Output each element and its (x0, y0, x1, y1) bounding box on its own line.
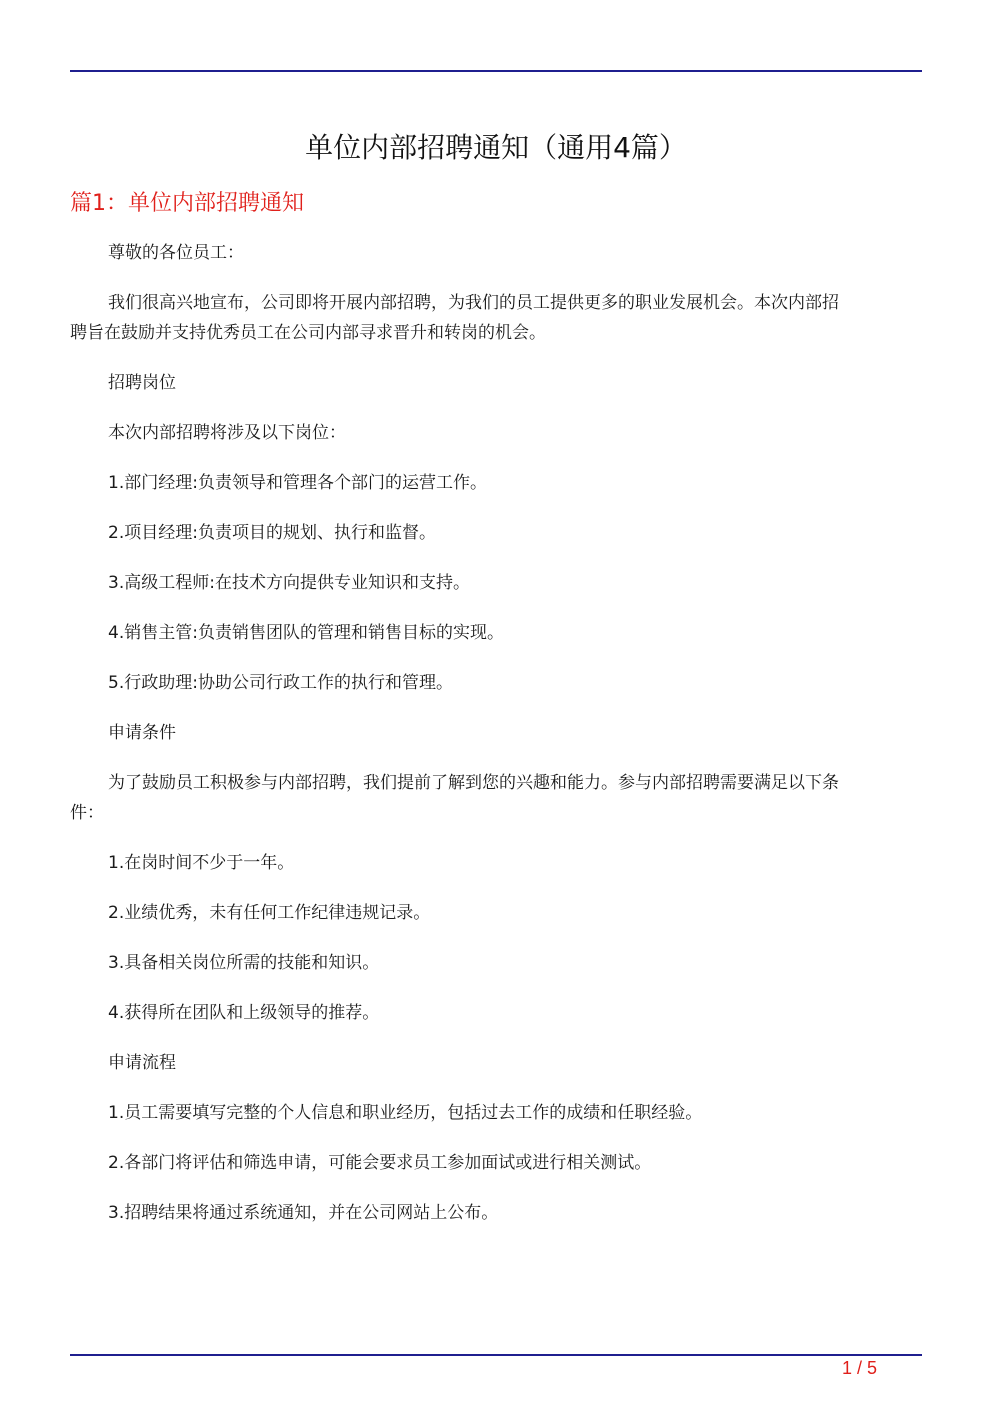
header-rule (70, 70, 922, 72)
requirements-intro: 为了鼓励员工积极参与内部招聘，我们提前了解到您的兴趣和能力。参与内部招聘需要满足以下条件： (70, 773, 839, 823)
requirement-item: 2.业绩优秀，未有任何工作纪律违规记录。 (108, 903, 431, 923)
section-heading: 篇1：单位内部招聘通知 (70, 191, 304, 216)
greeting: 尊敬的各位员工： (108, 243, 244, 263)
intro-paragraph: 我们很高兴地宣布，公司即将开展内部招聘，为我们的员工提供更多的职业发展机会。本次内部招聘旨在鼓励并支持优秀员工在公司内部寻求晋升和转岗的机会。 (70, 293, 839, 343)
position-item: 4.销售主管:负责销售团队的管理和销售目标的实现。 (108, 623, 504, 643)
requirement-item: 4.获得所在团队和上级领导的推荐。 (108, 1003, 380, 1023)
subheading-requirements: 申请条件 (108, 723, 176, 743)
process-item: 3.招聘结果将通过系统通知，并在公司网站上公布。 (108, 1203, 499, 1223)
requirement-item: 3.具备相关岗位所需的技能和知识。 (108, 953, 380, 973)
subheading-positions: 招聘岗位 (108, 373, 176, 393)
document-title: 单位内部招聘通知（通用4篇） (305, 131, 687, 164)
process-item: 1.员工需要填写完整的个人信息和职业经历，包括过去工作的成绩和任职经验。 (108, 1103, 703, 1123)
requirement-item: 1.在岗时间不少于一年。 (108, 853, 295, 873)
position-item: 1.部门经理:负责领导和管理各个部门的运营工作。 (108, 473, 487, 493)
positions-intro: 本次内部招聘将涉及以下岗位： (108, 423, 346, 443)
position-item: 2.项目经理:负责项目的规划、执行和监督。 (108, 523, 436, 543)
position-item: 5.行政助理:协助公司行政工作的执行和管理。 (108, 673, 453, 693)
document-body (70, 238, 840, 1248)
footer-rule (70, 1354, 922, 1356)
process-item: 2.各部门将评估和筛选申请，可能会要求员工参加面试或进行相关测试。 (108, 1153, 652, 1173)
page-number: 1 / 5 (841, 1358, 877, 1378)
position-item: 3.高级工程师:在技术方向提供专业知识和支持。 (108, 573, 470, 593)
subheading-process: 申请流程 (108, 1053, 176, 1073)
